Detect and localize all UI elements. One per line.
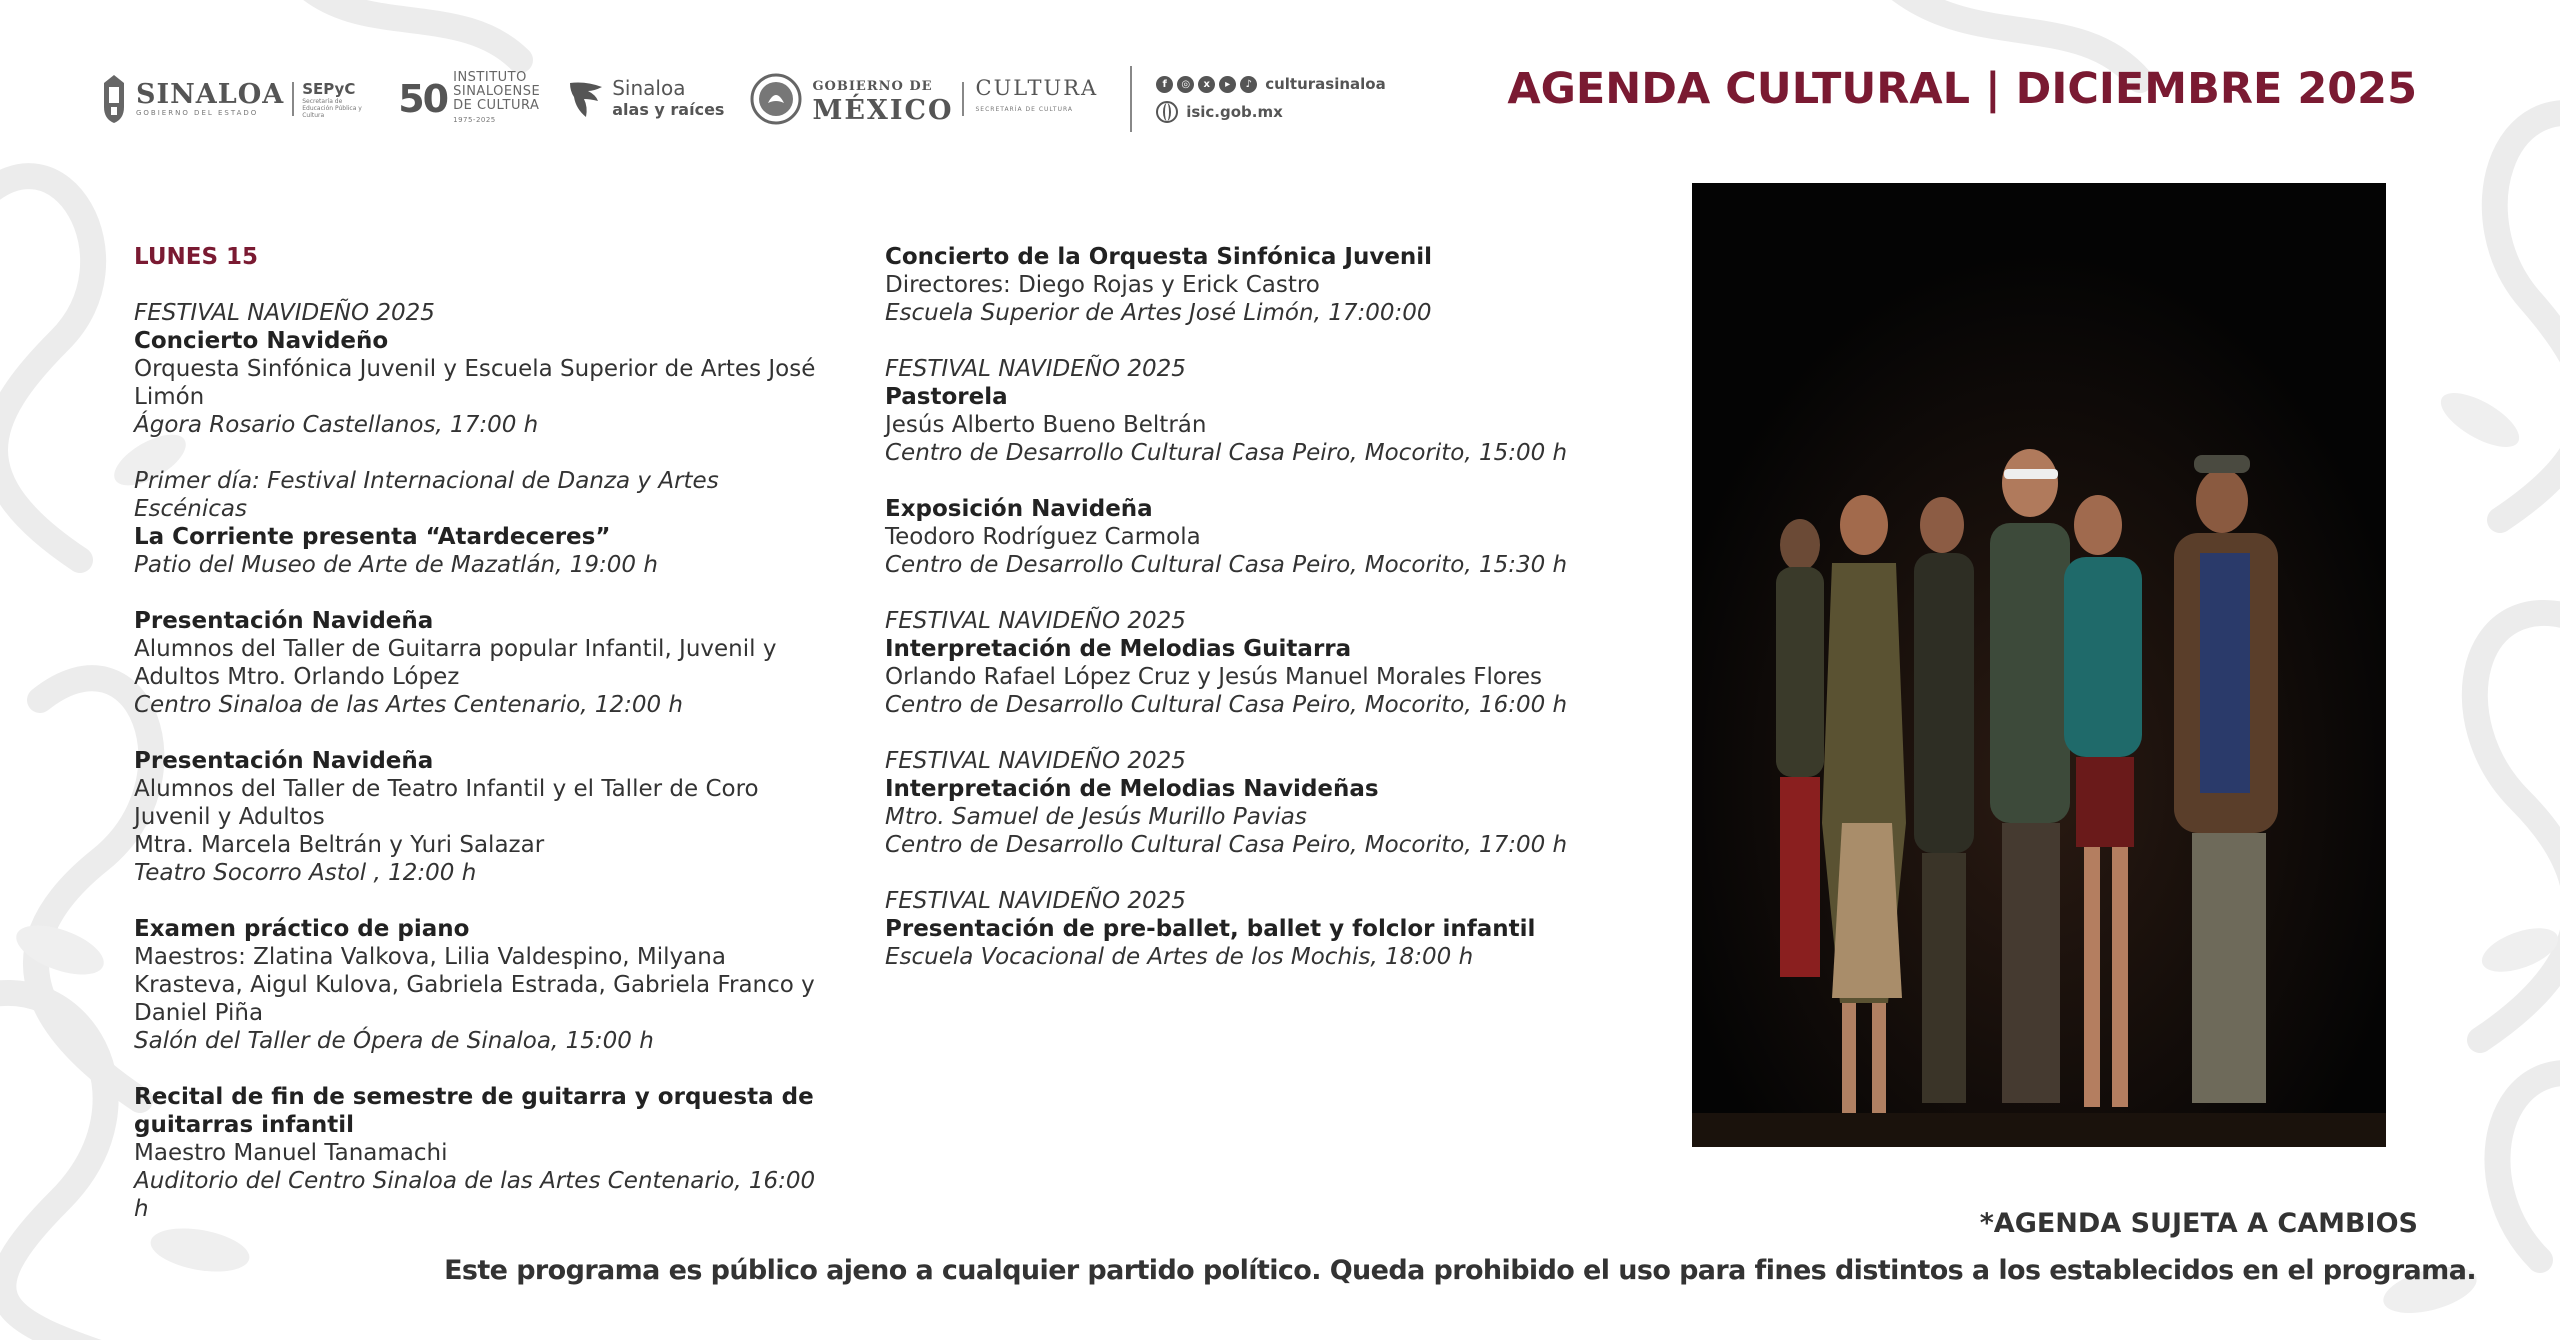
event-place: Centro de Desarrollo Cultural Casa Peiro, Mocorito, 17:00 h — [885, 832, 1568, 858]
event-description: Alumnos del Taller de Teatro Infantil y el Taller de Coro Juvenil y Adultos — [134, 776, 759, 830]
event-title: Presentación de pre-ballet, ballet y folclor infantil — [885, 916, 1536, 942]
event-title: La Corriente presenta “Atardeceres” — [134, 524, 611, 550]
event-title: Concierto Navideño — [134, 328, 389, 354]
isic-logo — [398, 71, 540, 127]
logo-strip — [100, 64, 1386, 134]
event-description: Maestro Manuel Tanamachi — [134, 1140, 448, 1166]
event-item — [134, 607, 834, 719]
event-place: Escuela Superior de Artes José Limón, 17:00:00 — [885, 300, 1432, 326]
event-title: Pastorela — [885, 384, 1008, 410]
event-title: Recital de fin de semestre de guitarra y orquesta de guitarras infantil — [134, 1084, 814, 1138]
instagram-icon[interactable]: ◎ — [1177, 76, 1194, 93]
gobierno-logo-bottom: MÉXICO — [812, 95, 954, 126]
event-title: Interpretación de Melodias Navideñas — [885, 776, 1379, 802]
agenda-disclaimer: *AGENDA SUJETA A CAMBIOS — [1979, 1208, 2418, 1239]
day-heading: LUNES 15 — [134, 244, 259, 270]
event-tag: FESTIVAL NAVIDEÑO 2025 — [885, 748, 1186, 774]
event-item — [134, 747, 834, 887]
event-item — [885, 607, 1625, 719]
isic-line-3: DE CULTURA — [453, 98, 540, 113]
wing-icon — [566, 77, 606, 121]
gobierno-mexico-logo — [750, 73, 1098, 125]
alas-logo-bottom: alas y raíces — [612, 100, 725, 119]
cultura-logo-text: CULTURA — [975, 76, 1099, 100]
event-title: Exposición Navideña — [885, 496, 1153, 522]
event-title: Presentación Navideña — [134, 748, 434, 774]
globe-icon — [1156, 101, 1178, 123]
event-item — [134, 915, 834, 1055]
mexico-seal-icon — [750, 73, 802, 125]
event-description-2: Mtra. Marcela Beltrán y Yuri Salazar — [134, 832, 545, 858]
event-description: Teodoro Rodríguez Carmola — [885, 524, 1201, 550]
social-links — [1156, 75, 1386, 123]
sinaloa-logo-subtext: GOBIERNO DEL ESTADO — [136, 109, 259, 117]
event-place: Teatro Socorro Astol , 12:00 h — [134, 860, 477, 886]
event-place: Ágora Rosario Castellanos, 17:00 h — [134, 412, 539, 438]
event-item — [134, 467, 834, 579]
event-title: Interpretación de Melodias Guitarra — [885, 636, 1352, 662]
event-item — [885, 887, 1625, 971]
page-title: AGENDA CULTURAL | DICIEMBRE 2025 — [1507, 64, 2417, 114]
social-handle[interactable]: culturasinaloa — [1265, 75, 1386, 93]
event-place: Centro de Desarrollo Cultural Casa Peiro, Mocorito, 15:30 h — [885, 552, 1568, 578]
event-item — [134, 299, 834, 439]
event-description: Orlando Rafael López Cruz y Jesús Manuel Morales Flores — [885, 664, 1543, 690]
social-row — [1156, 75, 1386, 93]
sinaloa-logo — [100, 73, 372, 125]
sinaloa-logo-text: SINALOA — [136, 79, 285, 110]
event-tag: Primer día: Festival Internacional de Danza y Artes Escénicas — [134, 468, 719, 522]
event-tag: FESTIVAL NAVIDEÑO 2025 — [885, 356, 1186, 382]
event-item — [134, 1083, 834, 1223]
event-title: Examen práctico de piano — [134, 916, 470, 942]
isic-line-1: INSTITUTO — [453, 70, 527, 85]
tiktok-icon[interactable]: ♪ — [1240, 76, 1257, 93]
sinaloa-alas-logo — [566, 77, 724, 121]
event-description: Directores: Diego Rojas y Erick Castro — [885, 272, 1320, 298]
event-instructor: Mtro. Samuel de Jesús Murillo Pavias — [885, 804, 1307, 830]
event-tag: FESTIVAL NAVIDEÑO 2025 — [885, 888, 1186, 914]
event-place: Salón del Taller de Ópera de Sinaloa, 15:00 h — [134, 1028, 654, 1054]
event-place: Escuela Vocacional de Artes de los Mochis, 18:00 h — [885, 944, 1474, 970]
sepyc-logo-subtext: Secretaría de Educación Pública y Cultura — [302, 97, 362, 119]
events-column-left — [134, 243, 834, 1251]
event-title: Presentación Navideña — [134, 608, 434, 634]
event-item — [885, 495, 1625, 579]
event-place: Auditorio del Centro Sinaloa de las Artes Centenario, 16:00 h — [134, 1168, 816, 1222]
event-item — [885, 243, 1625, 327]
isic-line-2: SINALOENSE — [453, 84, 541, 99]
event-description: Orquesta Sinfónica Juvenil y Escuela Superior de Artes José Limón — [134, 356, 816, 410]
event-description: Maestros: Zlatina Valkova, Lilia Valdespino, Milyana Krasteva, Aigul Kulova, Gabriela Estrada, Gabriela Franco y Daniel Piña — [134, 944, 815, 1026]
cultura-logo-subtext: SECRETARÍA DE CULTURA — [975, 106, 1074, 113]
event-tag: FESTIVAL NAVIDEÑO 2025 — [134, 300, 435, 326]
event-place: Centro de Desarrollo Cultural Casa Peiro, Mocorito, 16:00 h — [885, 692, 1568, 718]
event-description: Jesús Alberto Bueno Beltrán — [885, 412, 1207, 438]
event-place: Patio del Museo de Arte de Mazatlán, 19:00 h — [134, 552, 658, 578]
legal-note: Este programa es público ajeno a cualquier partido político. Queda prohibido el uso para fines distintos a los establecidos en el programa. — [444, 1255, 2476, 1286]
logo-divider — [292, 82, 294, 116]
sepyc-logo-text: SEPyC — [302, 79, 356, 98]
stage-performers-image — [1692, 183, 2386, 1147]
event-tag: FESTIVAL NAVIDEÑO 2025 — [885, 608, 1186, 634]
gobierno-logo-top: GOBIERNO DE — [812, 79, 933, 94]
alas-logo-top: Sinaloa — [612, 76, 686, 100]
header-divider — [1130, 66, 1132, 132]
event-title: Concierto de la Orquesta Sinfónica Juvenil — [885, 244, 1433, 270]
events-column-middle — [885, 243, 1625, 999]
event-place: Centro Sinaloa de las Artes Centenario, 12:00 h — [134, 692, 684, 718]
event-item — [885, 747, 1625, 859]
isic-anniversary-number: 50 — [398, 77, 448, 121]
header — [0, 0, 2560, 170]
event-item — [885, 355, 1625, 467]
facebook-icon[interactable]: f — [1156, 76, 1173, 93]
performance-photo — [1692, 183, 2386, 1147]
sinaloa-shield-icon — [100, 73, 128, 125]
isic-years: 1975-2025 — [453, 116, 496, 124]
youtube-icon[interactable]: ▸ — [1219, 76, 1236, 93]
logo-divider — [962, 82, 964, 116]
website-row — [1156, 101, 1386, 123]
website-link[interactable]: isic.gob.mx — [1186, 103, 1283, 121]
event-place: Centro de Desarrollo Cultural Casa Peiro, Mocorito, 15:00 h — [885, 440, 1568, 466]
x-icon[interactable]: x — [1198, 76, 1215, 93]
event-description: Alumnos del Taller de Guitarra popular Infantil, Juvenil y Adultos Mtro. Orlando López — [134, 636, 777, 690]
